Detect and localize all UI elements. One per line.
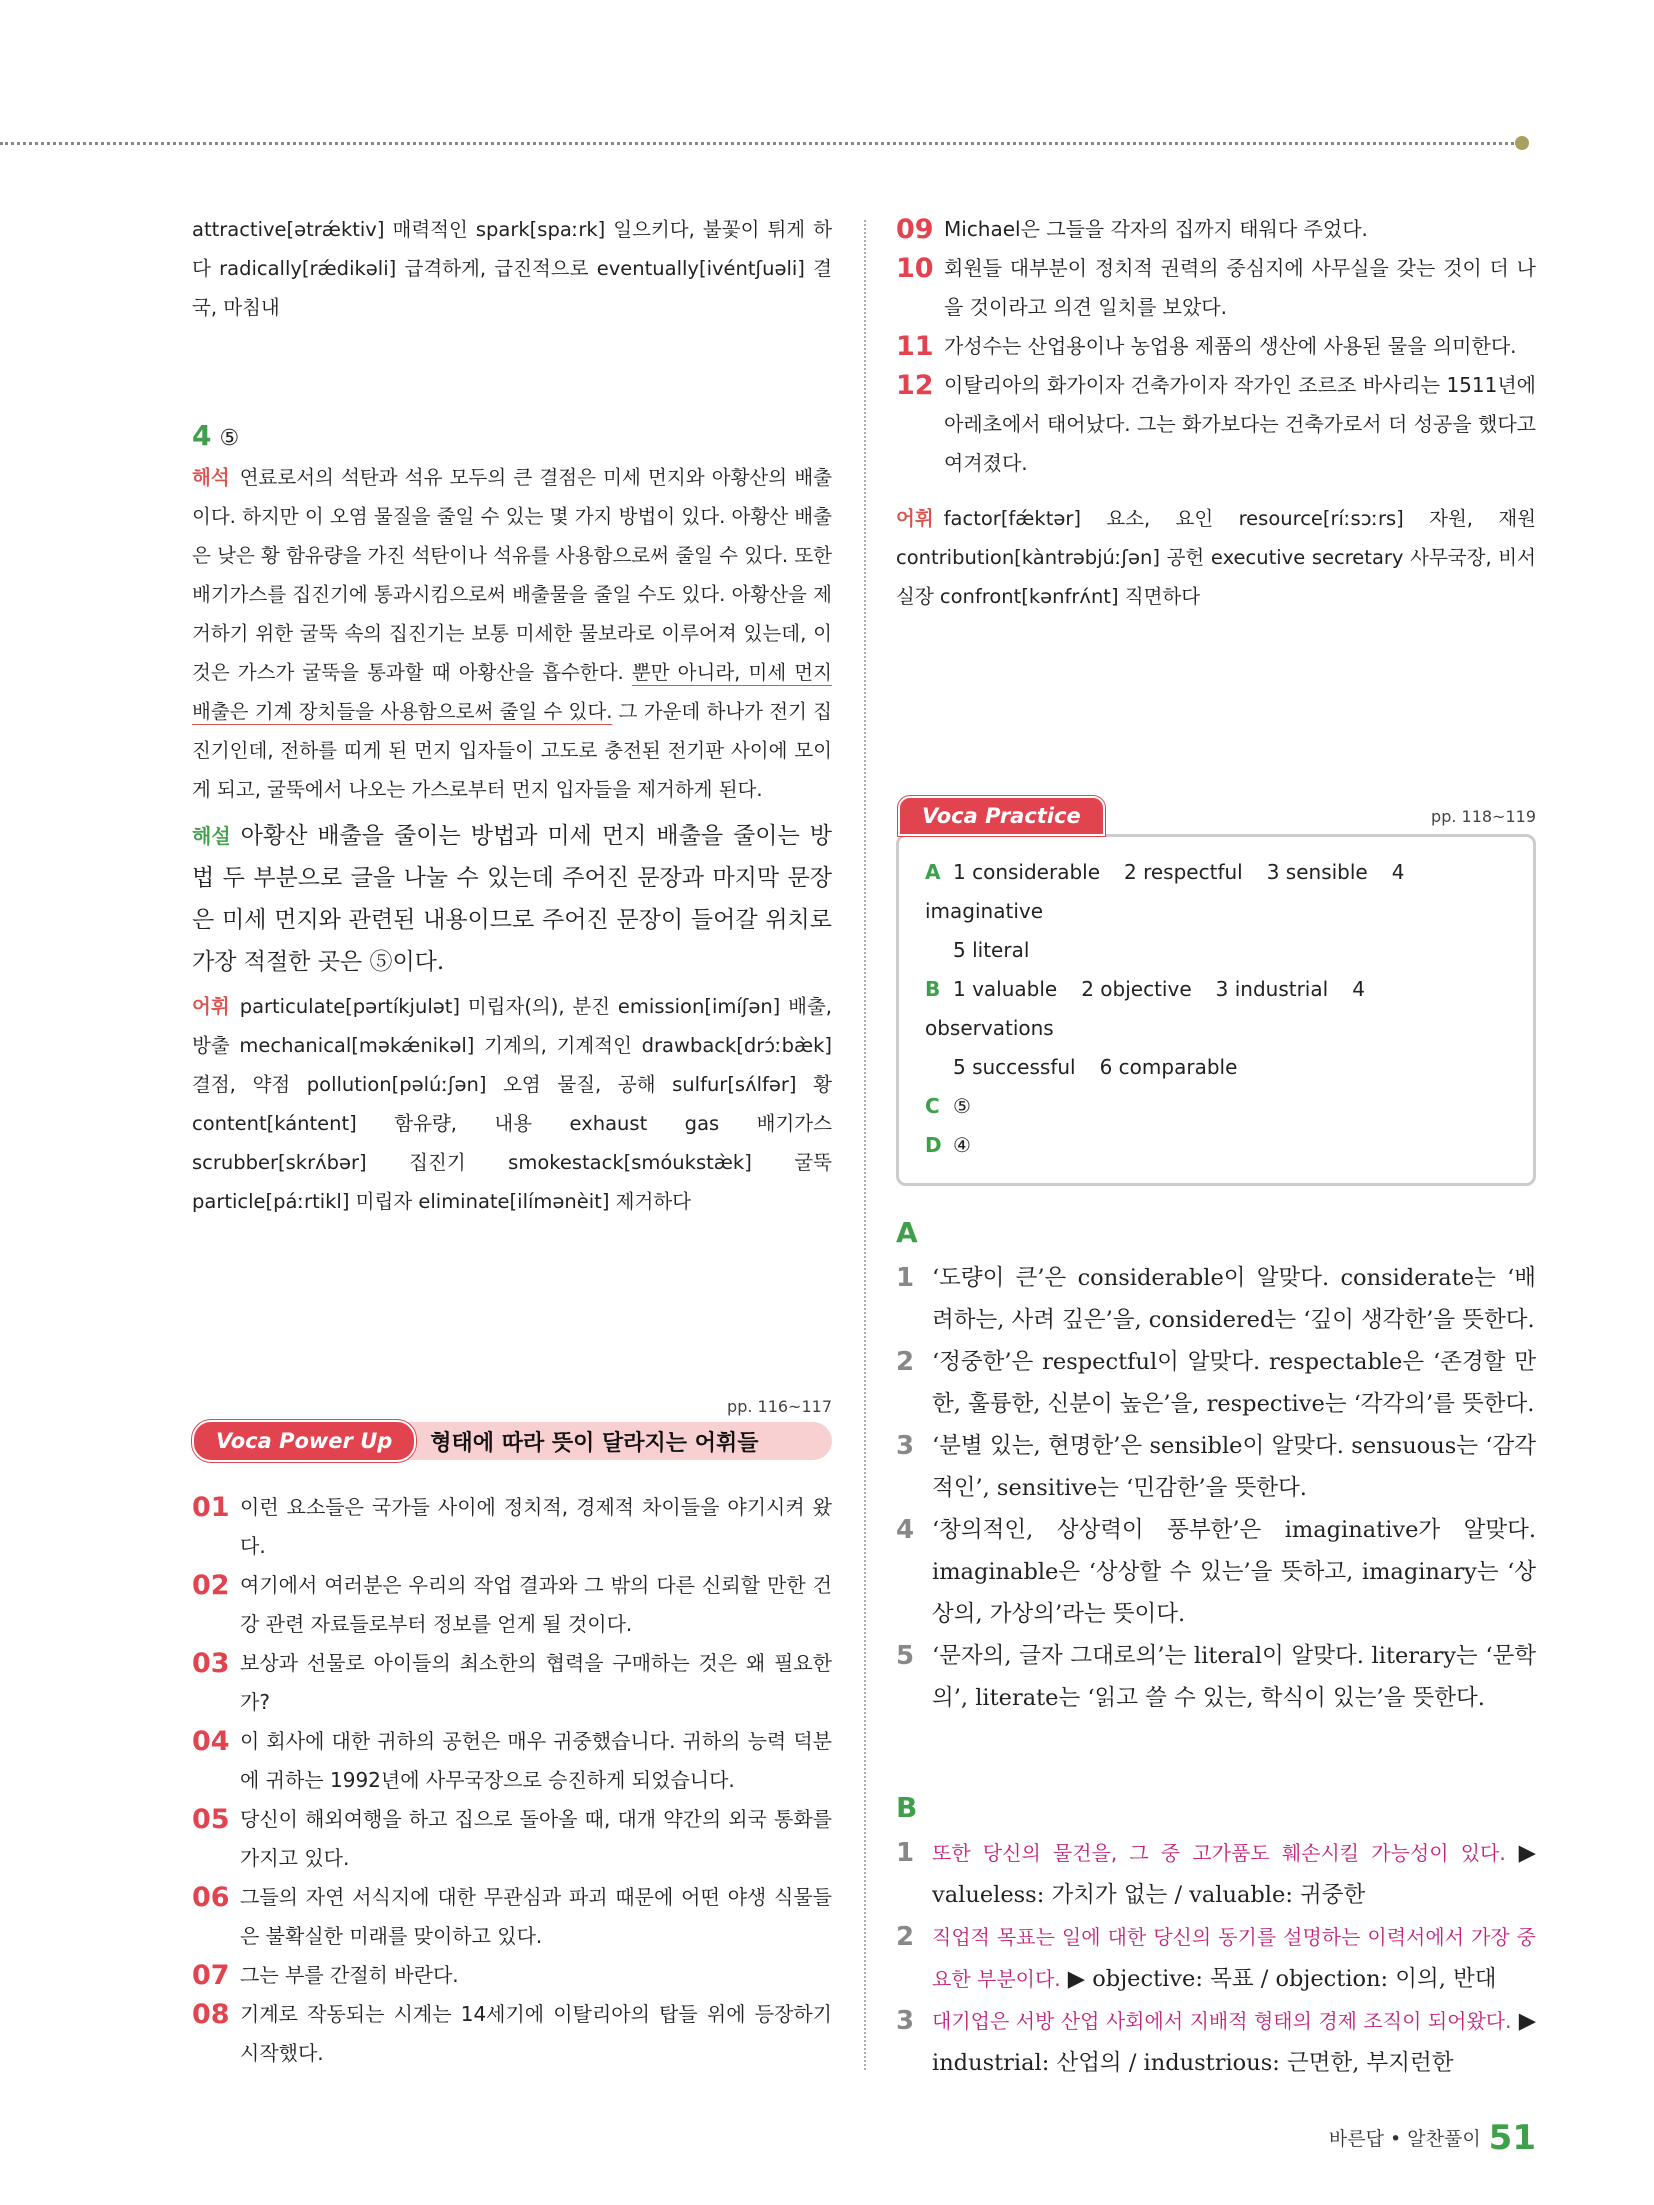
answer-4-head bbox=[192, 419, 832, 452]
list-item: 12 이탈리아의 화가이자 건축가이자 작가인 조르조 바사리는 1511년에 아레초에서 태어났다. 그는 화가보다는 건축가로서 더 성공을 했다고 여겨졌다. bbox=[896, 370, 1536, 475]
explanation bbox=[192, 815, 832, 983]
translation-underlined: 뿐만 아니라, 미세 먼지 배출은 기계 장치들을 사용함으로써 줄일 수 있다. bbox=[192, 661, 832, 723]
translation-label: 해석 bbox=[192, 466, 230, 489]
right-column bbox=[896, 210, 1536, 2084]
list-item: 5 ‘문자의, 글자 그대로의’는 literal이 알맞다. literary는 ‘문학의’, literate는 ‘읽고 쓸 수 있는, 학식이 있는’을 뜻한다. bbox=[896, 1641, 1536, 1711]
practice-header bbox=[896, 796, 1536, 836]
vocab-label: 어휘 bbox=[192, 995, 230, 1018]
power-up-pages: pp. 116~117 bbox=[727, 1397, 832, 1416]
vocab-label: 어휘 bbox=[896, 507, 934, 530]
vocab-4 bbox=[192, 987, 832, 1221]
list-item: 1 또한 당신의 물건을, 그 중 고가품도 훼손시킬 가능성이 있다. ▶ valueless: 가치가 없는 / valuable: 귀중한 bbox=[896, 1838, 1536, 1908]
list-item: 07 그는 부를 간절히 바란다. bbox=[192, 1960, 459, 1991]
list-item: 2 직업적 목표는 일에 대한 당신의 동기를 설명하는 이력서에서 가장 중요한 부분이다. ▶ objective: 목표 / objection: 이의, 반대 bbox=[896, 1922, 1536, 1992]
translation bbox=[192, 458, 832, 809]
practice-A-row1: A 1 considerable 2 respectful 3 sensible 4 imaginative bbox=[925, 860, 1405, 923]
practice-answers-box bbox=[896, 834, 1536, 1186]
top-rule-dot bbox=[1515, 136, 1529, 150]
explanation-label: 해설 bbox=[192, 824, 231, 848]
vocab-top: attractive[ətrǽktiv] 매력적인 spark[spaːrk] 일으키다, 불꽃이 튀게 하다 radically[rǽdikəli] 급격하게, 급진적으로 eventually[ivéntʃuəli] 결국, 마침내 bbox=[192, 218, 832, 319]
list-item: 05 당신이 해외여행을 하고 집으로 돌아올 때, 대개 약간의 외국 통화를 가지고 있다. bbox=[192, 1804, 832, 1870]
list-item: 03 보상과 선물로 아이들의 최소한의 협력을 구매하는 것은 왜 필요한가? bbox=[192, 1648, 832, 1714]
section-A-head: A bbox=[896, 1216, 918, 1249]
list-item: 08 기계로 작동되는 시계는 14세기에 이탈리아의 탑들 위에 등장하기 시작했다. bbox=[192, 1999, 832, 2065]
vocab-text: particulate[pərtíkjulət] 미립자(의), 분진 emission[imíʃən] 배출, 방출 mechanical[məkǽnikəl] 기계의, 기계적인 drawback[drɔ́ːbæ̀k] 결점, 약점 pollution[pəlúːʃən] 오염 물질, 공해 sulfur[sʌ́lfər] 황 content[kántent] 함유량, 내용 exhaust gas 배기가스 scrubber[skrʌ́bər] 집진기 smokestack[smóukstæ̀k] 굴뚝 particle[páːrtikl] 미립자 eliminate[ilímənèit] 제거하다 bbox=[192, 995, 832, 1213]
list-item: 02 여기에서 여러분은 우리의 작업 결과와 그 밖의 다른 신뢰할 만한 건강 관련 자료들로부터 정보를 얻게 될 것이다. bbox=[192, 1570, 832, 1636]
list-item: 10 회원들 대부분이 정치적 권력의 중심지에 사무실을 갖는 것이 더 나을 것이라고 의견 일치를 보았다. bbox=[896, 253, 1536, 319]
answer-number: 4 bbox=[192, 419, 212, 452]
practice-C-row: C ⑤ bbox=[925, 1094, 971, 1118]
left-column bbox=[192, 210, 832, 2073]
power-up-title: 형태에 따라 뜻이 달라지는 어휘들 bbox=[430, 1430, 759, 1456]
list-item: 1 ‘도량이 큰’은 considerable이 알맞다. considerate는 ‘배려하는, 사려 깊은’을, considered는 ‘깊이 생각한’을 뜻한다. bbox=[896, 1263, 1536, 1333]
power-up-pill: Voca Power Up bbox=[192, 1420, 416, 1462]
list-item: 3 ‘분별 있는, 현명한’은 sensible이 알맞다. sensuous는 ‘감각적인’, sensitive는 ‘민감한’을 뜻한다. bbox=[896, 1431, 1536, 1501]
list-item: 2 ‘정중한’은 respectful이 알맞다. respectable은 ‘존경할 만한, 훌륭한, 신분이 높은’을, respective는 ‘각각의’를 뜻한다. bbox=[896, 1347, 1536, 1417]
list-item: 06 그들의 자연 서식지에 대한 무관심과 파괴 때문에 어떤 야생 식물들은 불확실한 미래를 맞이하고 있다. bbox=[192, 1882, 832, 1948]
list-item: 01 이런 요소들은 국가들 사이에 정치적, 경제적 차이들을 야기시켜 왔다. bbox=[192, 1492, 832, 1558]
practice-B-row2: 5 successful 6 comparable bbox=[953, 1055, 1238, 1079]
page-number: 51 bbox=[1488, 2118, 1536, 2158]
list-item: 11 가성수는 산업용이나 농업용 제품의 생산에 사용된 물을 의미한다. bbox=[896, 331, 1517, 362]
answer-choice: ⑤ bbox=[219, 426, 240, 451]
list-item: 09 Michael은 그들을 각자의 집까지 태워다 주었다. bbox=[896, 214, 1368, 245]
vocab-right bbox=[896, 499, 1536, 616]
list-item: 04 이 회사에 대한 귀하의 공헌은 매우 귀중했습니다. 귀하의 능력 덕분에 귀하는 1992년에 사무국장으로 승진하게 되었습니다. bbox=[192, 1726, 832, 1792]
explanation-text: 아황산 배출을 줄이는 방법과 미세 먼지 배출을 줄이는 방법 두 부분으로 글을 나눌 수 있는데 주어진 문장과 마지막 문장은 미세 먼지와 관련된 내용이므로 주어진 문장이 들어갈 위치로 가장 적절한 곳은 ⑤이다. bbox=[192, 823, 832, 975]
practice-B-row1: B 1 valuable 2 objective 3 industrial 4 observations bbox=[925, 977, 1365, 1040]
top-dotted-rule bbox=[0, 142, 1520, 145]
practice-A-row2: 5 literal bbox=[953, 938, 1030, 962]
translation-text-a: 연료로서의 석탄과 석유 모두의 큰 결점은 미세 먼지와 아황산의 배출이다. 하지만 이 오염 물질을 줄일 수 있는 몇 가지 방법이 있다. 아황산 배출은 낮은 황 함유량을 가진 석탄이나 석유를 사용함으로써 줄일 수 있다. 또한 배기가스를 집진기에 통과시킴으로써 배출물을 줄일 수도 있다. 아황산을 제거하기 위한 굴뚝 속의 집진기는 보통 미세한 물보라로 이루어져 있는데, 이것은 가스가 굴뚝을 통과할 때 아황산을 흡수한다. bbox=[192, 466, 832, 684]
practice-pages: pp. 118~119 bbox=[1431, 807, 1536, 826]
power-up-list bbox=[192, 1488, 832, 2073]
footer-text: 바른답 • 알찬풀이 bbox=[1328, 2128, 1481, 2150]
vocab-text: factor[fǽktər] 요소, 요인 resource[ríːsɔːrs] 자원, 재원 contribution[kàntrəbjúːʃən] 공헌 executive secretary 사무국장, 비서실장 confront[kənfrʌ́nt] 직면하다 bbox=[896, 507, 1536, 608]
list-item: 3 대기업은 서방 산업 사회에서 지배적 형태의 경제 조직이 되어왔다. ▶ industrial: 산업의 / industrious: 근면한, 부지런한 bbox=[896, 2006, 1536, 2076]
practice-D-row: D ④ bbox=[925, 1133, 971, 1157]
section-B-head: B bbox=[896, 1791, 918, 1824]
practice-pill: Voca Practice bbox=[898, 796, 1105, 836]
page-footer bbox=[1329, 2118, 1536, 2158]
translation-text-b: 그 가운데 하나가 전기 집진기인데, 전하를 띠게 된 먼지 입자들이 고도로 충전된 전기판 사이에 모이게 되고, 굴뚝에서 나오는 가스로부터 먼지 입자들을 제거하게 된다. bbox=[192, 700, 832, 801]
power-up-banner bbox=[192, 1422, 832, 1460]
column-divider bbox=[864, 220, 866, 2070]
list-item: 4 ‘창의적인, 상상력이 풍부한’은 imaginative가 알맞다. imaginable은 ‘상상할 수 있는’을 뜻하고, imaginary는 ‘상상의, 가상의’라는 뜻이다. bbox=[896, 1515, 1536, 1627]
